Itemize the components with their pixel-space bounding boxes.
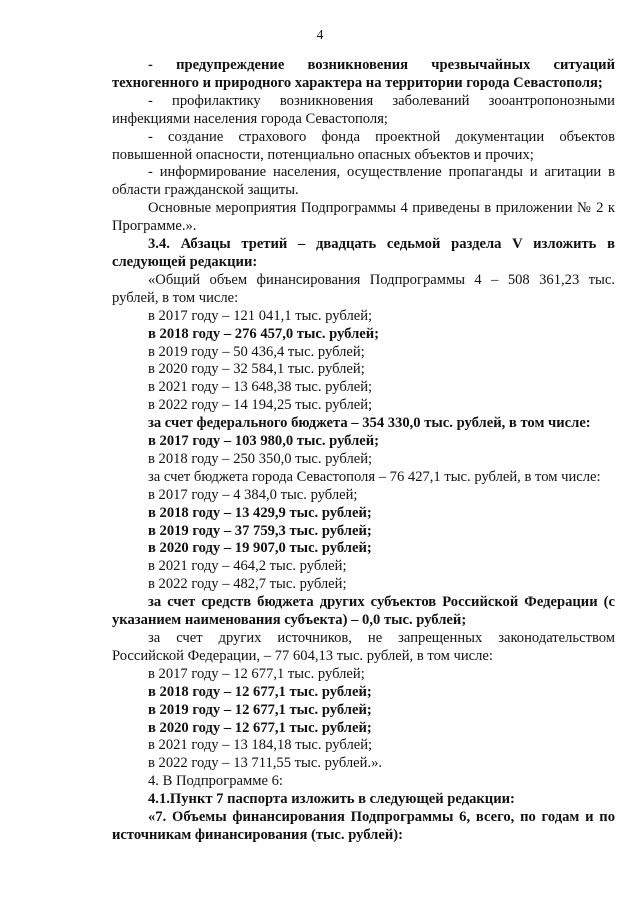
list-item: в 2017 году – 103 980,0 тыс. рублей; bbox=[148, 433, 380, 450]
list-item: в 2018 году – 276 457,0 тыс. рублей; bbox=[148, 325, 380, 342]
list-item: 4.1.Пункт 7 паспорта изложить в следующей редакции: bbox=[148, 791, 515, 808]
list-item: в 2020 году – 32 584,1 тыс. рублей; bbox=[148, 361, 365, 378]
list-item: в 2019 году – 50 436,4 тыс. рублей; bbox=[148, 343, 365, 360]
paragraph: «7. Объемы финансирования Подпрограммы 6, всего, по годам и по источникам финансирования (тыс. рублей): bbox=[112, 809, 615, 843]
document-body bbox=[112, 57, 615, 845]
list-item: в 2019 году – 37 759,3 тыс. рублей; bbox=[148, 522, 372, 539]
list-item: в 2021 году – 13 648,38 тыс. рублей; bbox=[148, 379, 373, 396]
list-item: в 2018 году – 250 350,0 тыс. рублей; bbox=[148, 450, 373, 467]
paragraph: за счет других источников, не запрещенных законодательством Российской Федерации, – 77 604,13 тыс. рублей, в том числе: bbox=[112, 630, 615, 664]
list-item: в 2020 году – 12 677,1 тыс. рублей; bbox=[148, 719, 372, 736]
list-item: в 2017 году – 4 384,0 тыс. рублей; bbox=[148, 486, 358, 503]
list-item: за счет федерального бюджета – 354 330,0 тыс. рублей, в том числе: bbox=[148, 415, 591, 432]
list-item: в 2017 году – 12 677,1 тыс. рублей; bbox=[148, 665, 365, 682]
list-item: в 2017 году – 121 041,1 тыс. рублей; bbox=[148, 307, 373, 324]
list-item: в 2018 году – 13 429,9 тыс. рублей; bbox=[148, 504, 372, 521]
list-item: за счет бюджета города Севастополя – 76 427,1 тыс. рублей, в том числе: bbox=[148, 468, 601, 485]
paragraph: 3.4. Абзацы третий – двадцать седьмой раздела V изложить в следующей редакции: bbox=[112, 236, 615, 270]
list-item: в 2022 году – 13 711,55 тыс. рублей.». bbox=[148, 755, 383, 772]
list-item: 4. В Подпрограмме 6: bbox=[148, 773, 283, 790]
list-item: в 2019 году – 12 677,1 тыс. рублей; bbox=[148, 701, 372, 718]
list-item: в 2020 году – 19 907,0 тыс. рублей; bbox=[148, 540, 372, 557]
paragraph: - создание страхового фонда проектной документации объектов повышенной опасности, потенциально опасных объектов и прочих; bbox=[112, 128, 615, 163]
paragraph: «Общий объем финансирования Подпрограммы 4 – 508 361,23 тыс. рублей, в том числе: bbox=[112, 271, 615, 306]
list-item: в 2018 году – 12 677,1 тыс. рублей; bbox=[148, 683, 372, 700]
list-item: в 2022 году – 14 194,25 тыс. рублей; bbox=[148, 397, 373, 414]
paragraph: - предупреждение возникновения чрезвычайных ситуаций техногенного и природного характера на территории города Севастополя; bbox=[112, 57, 615, 91]
page-number: 4 bbox=[316, 27, 324, 42]
paragraph: за счет средств бюджета других субъектов Российской Федерации (с указанием наименования субъекта) – 0,0 тыс. рублей; bbox=[112, 594, 615, 629]
paragraph: - профилактику возникновения заболеваний зооантропонозными инфекциями населения города Севастополя; bbox=[112, 92, 615, 127]
list-item: в 2021 году – 13 184,18 тыс. рублей; bbox=[148, 737, 373, 754]
list-item: в 2022 году – 482,7 тыс. рублей; bbox=[148, 576, 347, 593]
list-item: в 2021 году – 464,2 тыс. рублей; bbox=[148, 558, 347, 575]
paragraph: Основные мероприятия Подпрограммы 4 приведены в приложении № 2 к Программе.». bbox=[112, 200, 615, 235]
paragraph: - информирование населения, осуществление пропаганды и агитации в области гражданской защиты. bbox=[112, 164, 615, 199]
